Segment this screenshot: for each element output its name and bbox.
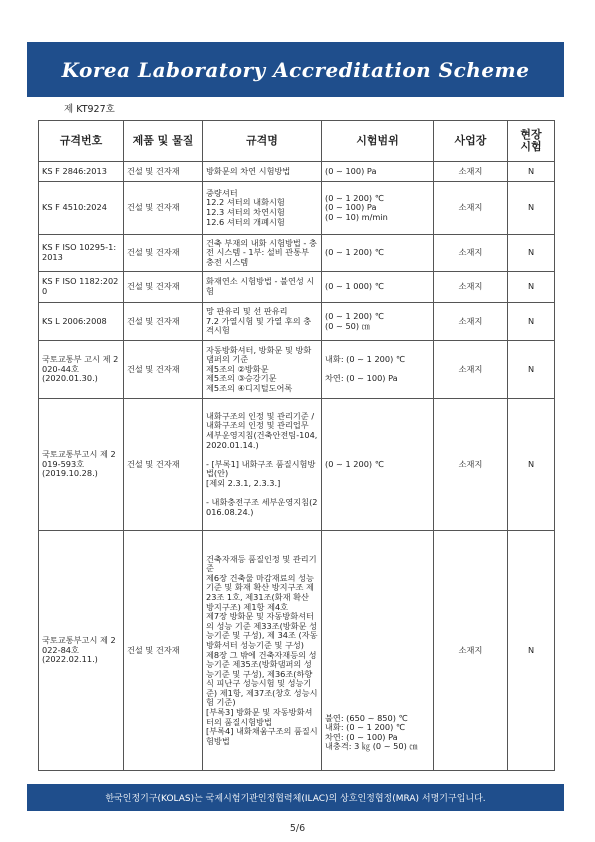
table-row [39, 182, 555, 235]
table-row [39, 162, 555, 182]
col-header-name: 규격명 [203, 121, 322, 162]
table-row [39, 303, 555, 341]
cell-code: KS F ISO 1182:2020 [39, 272, 124, 303]
cell-range: (0 ~ 1 000) ℃ [322, 272, 434, 303]
cell-name: 자동방화셔터, 방화문 및 방화댐퍼의 기준 제5조의 ②방화문 제5조의 ③승강기문 제5조의 ④디지털도어록 [203, 341, 322, 399]
cell-code: KS F 4510:2024 [39, 182, 124, 235]
cell-name: 망 판유리 및 선 판유리 7.2 가열시험 및 가열 후의 충격시험 [203, 303, 322, 341]
table-row [39, 272, 555, 303]
cell-material: 건설 및 건자재 [124, 162, 203, 182]
cell-name: 내화구조의 인정 및 관리기준 / 내화구조의 인정 및 관리업무 세부운영지침(건축안전팀-104, 2020.01.14.) - [부록1] 내화구조 품질시험방법(안) [제외 2.3.1, 2.3.3.] - 내화충전구조 세부운영지침(2016.08.24.) [203, 399, 322, 531]
cell-range: 내화: (0 ~ 1 200) ℃ 차연: (0 ~ 100) Pa [322, 341, 434, 399]
cell-code: KS F 2846:2013 [39, 162, 124, 182]
cell-range: 불연: (650 ~ 850) ℃ 내화: (0 ~ 1 200) ℃ 차연: (0 ~ 100) Pa 내충격: 3 ㎏ (0 ~ 50) ㎝ [322, 531, 434, 771]
cell-site: 소재지 [434, 531, 508, 771]
cell-onsite: N [508, 162, 555, 182]
scheme-title-banner [27, 42, 564, 97]
cell-name: 중량셔터 12.2 셔터의 내화시험 12.3 셔터의 차연시험 12.6 셔터의 개폐시험 [203, 182, 322, 235]
cell-name: 방화문의 차연 시험방법 [203, 162, 322, 182]
cell-range: (0 ~ 1 200) ℃ (0 ~ 100) Pa (0 ~ 10) m/min [322, 182, 434, 235]
cell-code: 국토교통부고시 제 2019-593호 (2019.10.28.) [39, 399, 124, 531]
cell-range: (0 ~ 1 200) ℃ [322, 399, 434, 531]
cell-name: 화재연소 시험방법 - 불연성 시험 [203, 272, 322, 303]
cell-code: 국토교통부고시 제 2022-84호 (2022.02.11.) [39, 531, 124, 771]
scheme-title: Korea Laboratory Accreditation Scheme [61, 57, 530, 82]
cell-site: 소재지 [434, 303, 508, 341]
cell-range: (0 ~ 1 200) ℃ (0 ~ 50) ㎝ [322, 303, 434, 341]
cell-site: 소재지 [434, 235, 508, 272]
table-row [39, 341, 555, 399]
table-row [39, 531, 555, 771]
cell-material: 건설 및 건자재 [124, 272, 203, 303]
table-header-row [39, 121, 555, 162]
cell-site: 소재지 [434, 272, 508, 303]
cell-material: 건설 및 건자재 [124, 303, 203, 341]
cell-site: 소재지 [434, 182, 508, 235]
col-header-site: 사업장 [434, 121, 508, 162]
cell-material: 건설 및 건자재 [124, 399, 203, 531]
col-header-range: 시험범위 [322, 121, 434, 162]
cell-site: 소재지 [434, 399, 508, 531]
cell-code: KS L 2006:2008 [39, 303, 124, 341]
cell-code: KS F ISO 10295-1:2013 [39, 235, 124, 272]
cell-range: (0 ~ 100) Pa [322, 162, 434, 182]
cell-material: 건설 및 건자재 [124, 235, 203, 272]
cell-material: 건설 및 건자재 [124, 341, 203, 399]
kolas-mra-footer [27, 784, 564, 811]
cell-range: (0 ~ 1 200) ℃ [322, 235, 434, 272]
cell-onsite: N [508, 272, 555, 303]
page-number: 5/6 [289, 823, 306, 834]
accreditation-scope-table [38, 120, 555, 771]
cell-onsite: N [508, 399, 555, 531]
cell-site: 소재지 [434, 162, 508, 182]
cell-onsite: N [508, 303, 555, 341]
cell-material: 건설 및 건자재 [124, 531, 203, 771]
cell-onsite: N [508, 235, 555, 272]
cell-onsite: N [508, 341, 555, 399]
cell-name: 건축자재등 품질인정 및 관리기준 제6장 건축물 마감재료의 성능기준 및 화재 확산 방지구조 제23조 1호, 제31조(화재 확산 방지구조) 제1항 제4호 제7장 방화문 및 자동방화셔터의 성능 기준 제33조(방화문 성능기준 및 구성), 제 34조 (자동방화셔터 성능기준 및 구성) 제8장 그 밖에 건축자재등의 성능기준 제35조(방화댐퍼의 성능기준 및 구성), 제36조(하향식 피난구 성능시험 및 성능기준) 제1항, 제37조(창호 성능시험 기준) [부록3] 방화문 및 자동방화셔터의 품질시험방법 [부록4] 내화채움구조의 품질시험방법 [203, 531, 322, 771]
table-row [39, 399, 555, 531]
cell-site: 소재지 [434, 341, 508, 399]
cell-material: 건설 및 건자재 [124, 182, 203, 235]
cell-onsite: N [508, 182, 555, 235]
col-header-onsite: 현장 시험 [508, 121, 555, 162]
col-header-material: 제품 및 물질 [124, 121, 203, 162]
cell-onsite: N [508, 531, 555, 771]
cell-name: 건축 부재의 내화 시험방법 - 충전 시스템 - 1부: 설비 관통부 충전 시스템 [203, 235, 322, 272]
col-header-code: 규격번호 [39, 121, 124, 162]
footer-note: 한국인정기구(KOLAS)는 국제시험기관인정협력체(ILAC)의 상호인정협정(MRA) 서명기구입니다. [105, 794, 486, 804]
table-row [39, 235, 555, 272]
cell-code: 국토교통부 고시 제 2020-44호 (2020.01.30.) [39, 341, 124, 399]
certificate-number: 제 KT927호 [64, 104, 115, 115]
